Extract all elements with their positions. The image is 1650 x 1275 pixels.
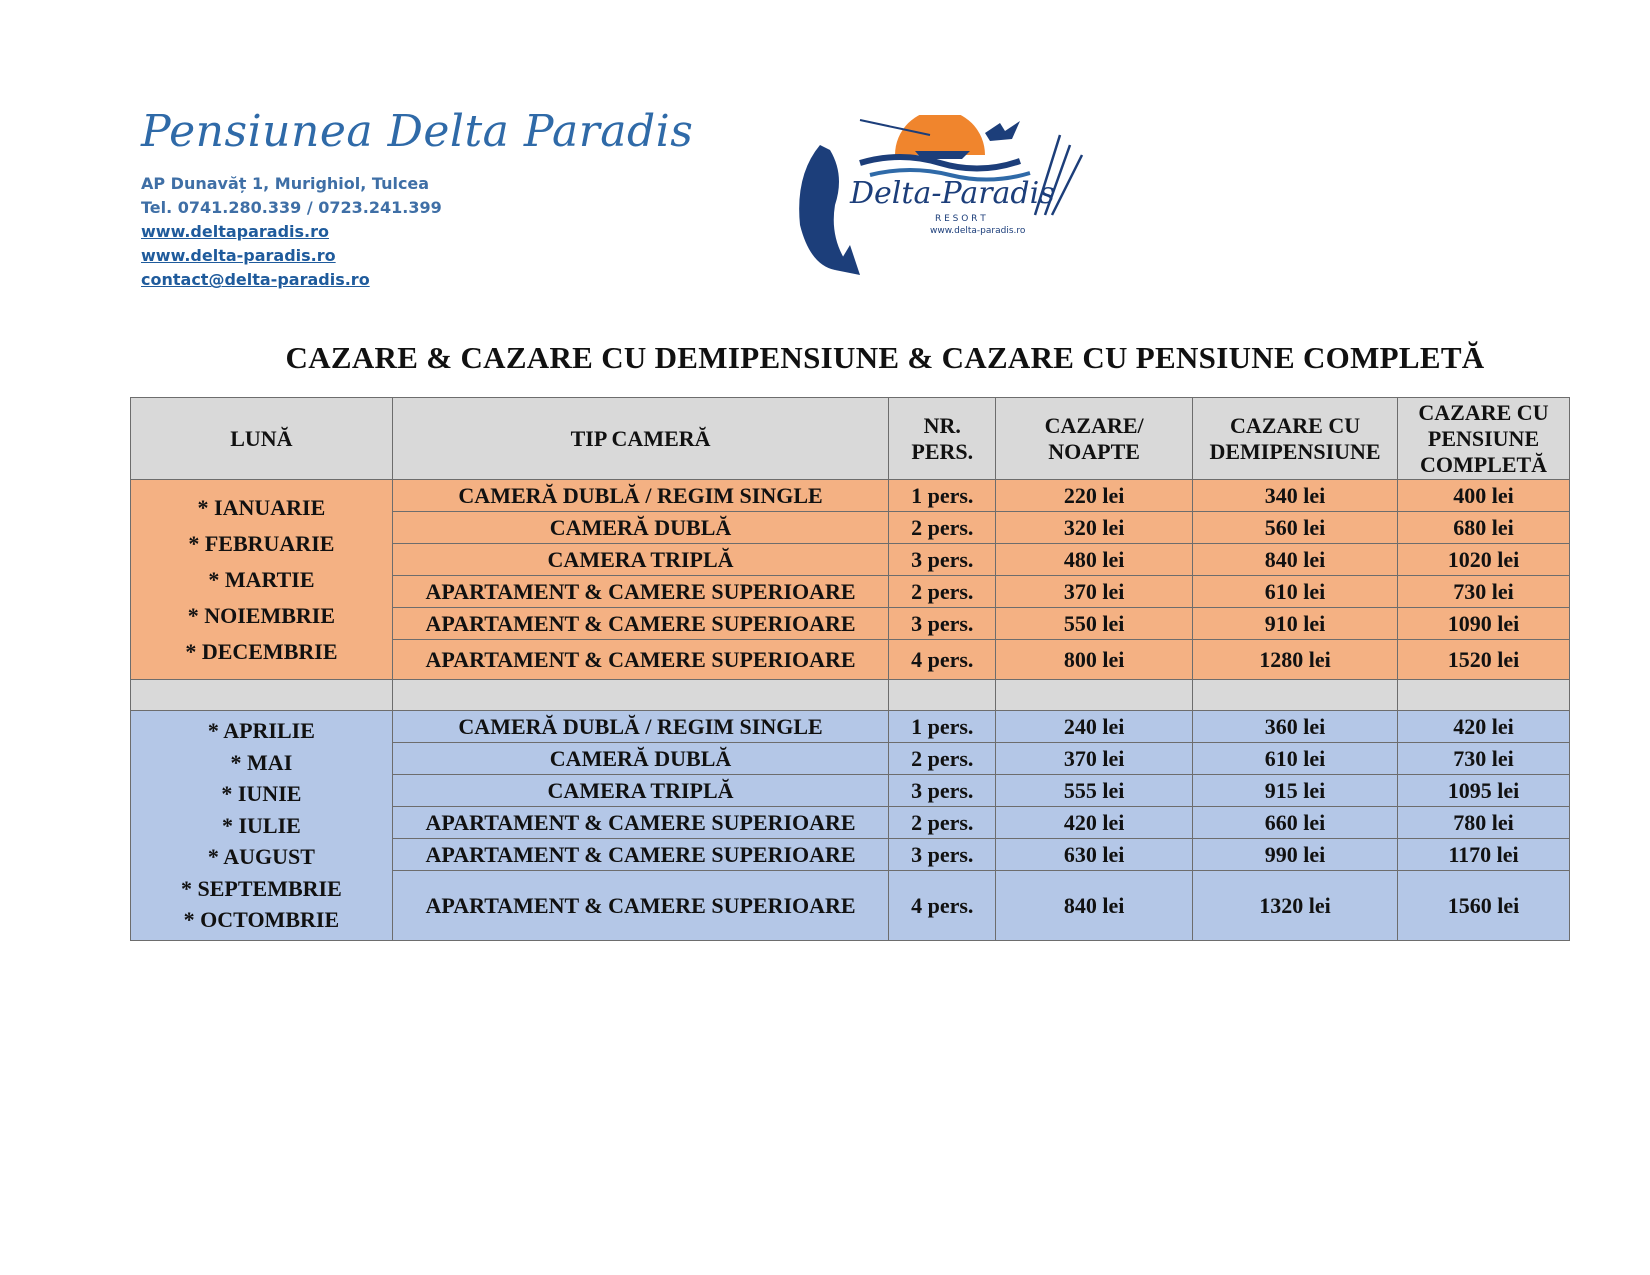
boat-shape [915, 151, 970, 159]
price-full-board: 1020 lei [1398, 544, 1570, 576]
persons: 1 pers. [889, 480, 996, 512]
table-row [131, 711, 1570, 743]
business-address: AP Dunavăț 1, Murighiol, Tulcea [141, 174, 430, 194]
logo-subtitle: R E S O R T [935, 214, 986, 224]
price-accommodation: 630 lei [996, 839, 1193, 871]
persons: 3 pers. [889, 544, 996, 576]
persons: 3 pers. [889, 839, 996, 871]
price-accommodation: 240 lei [996, 711, 1193, 743]
room-type: APARTAMENT & CAMERE SUPERIOARE [392, 871, 888, 941]
price-accommodation: 555 lei [996, 775, 1193, 807]
price-full-board: 420 lei [1398, 711, 1570, 743]
room-type: APARTAMENT & CAMERE SUPERIOARE [392, 807, 888, 839]
price-accommodation: 550 lei [996, 608, 1193, 640]
price-accommodation: 320 lei [996, 512, 1193, 544]
price-table [130, 397, 1570, 941]
header-full-board: CAZARE CU PENSIUNE COMPLETĂ [1398, 398, 1570, 480]
price-accommodation: 840 lei [996, 871, 1193, 941]
price-half-board: 610 lei [1193, 576, 1398, 608]
price-accommodation: 370 lei [996, 576, 1193, 608]
room-type: APARTAMENT & CAMERE SUPERIOARE [392, 839, 888, 871]
persons: 2 pers. [889, 807, 996, 839]
price-full-board: 730 lei [1398, 576, 1570, 608]
price-full-board: 1560 lei [1398, 871, 1570, 941]
fish-icon [799, 145, 845, 270]
price-full-board: 780 lei [1398, 807, 1570, 839]
table-header-row [131, 398, 1570, 480]
table-row [131, 480, 1570, 512]
header-half-board: CAZARE CU DEMIPENSIUNE [1193, 398, 1398, 480]
room-type: CAMERĂ DUBLĂ [392, 512, 888, 544]
logo-title: Delta-Paradis [850, 176, 1055, 211]
price-accommodation: 220 lei [996, 480, 1193, 512]
room-type: CAMERA TRIPLĂ [392, 775, 888, 807]
low-season-months: * IANUARIE * FEBRUARIE * MARTIE * NOIEMBRIE * DECEMBRIE [131, 480, 393, 680]
persons: 3 pers. [889, 608, 996, 640]
price-half-board: 340 lei [1193, 480, 1398, 512]
price-full-board: 730 lei [1398, 743, 1570, 775]
persons: 4 pers. [889, 640, 996, 680]
business-phone: Tel. 0741.280.339 / 0723.241.399 [141, 198, 442, 218]
room-type: APARTAMENT & CAMERE SUPERIOARE [392, 608, 888, 640]
price-accommodation: 480 lei [996, 544, 1193, 576]
room-type: CAMERĂ DUBLĂ / REGIM SINGLE [392, 711, 888, 743]
email-link[interactable]: contact@delta-paradis.ro [141, 270, 370, 290]
business-name: Pensiunea Delta Paradis [141, 106, 694, 157]
website-link-1[interactable]: www.deltaparadis.ro [141, 222, 329, 242]
price-half-board: 915 lei [1193, 775, 1398, 807]
price-half-board: 560 lei [1193, 512, 1398, 544]
business-info [141, 108, 693, 292]
price-full-board: 680 lei [1398, 512, 1570, 544]
separator-row [131, 680, 1570, 711]
delta-paradis-logo [790, 115, 1090, 280]
price-half-board: 360 lei [1193, 711, 1398, 743]
price-half-board: 1320 lei [1193, 871, 1398, 941]
persons: 1 pers. [889, 711, 996, 743]
persons: 2 pers. [889, 512, 996, 544]
price-accommodation: 800 lei [996, 640, 1193, 680]
price-full-board: 1095 lei [1398, 775, 1570, 807]
price-accommodation: 420 lei [996, 807, 1193, 839]
price-half-board: 1280 lei [1193, 640, 1398, 680]
header-room: TIP CAMERĂ [392, 398, 888, 480]
high-season-months: * APRILIE * MAI * IUNIE * IULIE * AUGUST * SEPTEMBRIE * OCTOMBRIE [131, 711, 393, 941]
price-half-board: 840 lei [1193, 544, 1398, 576]
bird-icon [985, 121, 1020, 141]
website-link-2[interactable]: www.delta-paradis.ro [141, 246, 336, 266]
room-type: CAMERA TRIPLĂ [392, 544, 888, 576]
price-accommodation: 370 lei [996, 743, 1193, 775]
price-full-board: 1520 lei [1398, 640, 1570, 680]
persons: 4 pers. [889, 871, 996, 941]
sun-shape [895, 115, 985, 155]
persons: 2 pers. [889, 743, 996, 775]
price-full-board: 400 lei [1398, 480, 1570, 512]
header-accommodation: CAZARE/ NOAPTE [996, 398, 1193, 480]
price-half-board: 910 lei [1193, 608, 1398, 640]
price-half-board: 990 lei [1193, 839, 1398, 871]
header-persons: NR. PERS. [889, 398, 996, 480]
room-type: APARTAMENT & CAMERE SUPERIOARE [392, 640, 888, 680]
persons: 2 pers. [889, 576, 996, 608]
persons: 3 pers. [889, 775, 996, 807]
price-full-board: 1090 lei [1398, 608, 1570, 640]
room-type: CAMERĂ DUBLĂ [392, 743, 888, 775]
room-type: APARTAMENT & CAMERE SUPERIOARE [392, 576, 888, 608]
price-half-board: 610 lei [1193, 743, 1398, 775]
document-title: CAZARE & CAZARE CU DEMIPENSIUNE & CAZARE CU PENSIUNE COMPLETĂ [285, 340, 1485, 375]
price-half-board: 660 lei [1193, 807, 1398, 839]
room-type: CAMERĂ DUBLĂ / REGIM SINGLE [392, 480, 888, 512]
header-month: LUNĂ [131, 398, 393, 480]
price-full-board: 1170 lei [1398, 839, 1570, 871]
logo-url: www.delta-paradis.ro [930, 226, 1026, 236]
